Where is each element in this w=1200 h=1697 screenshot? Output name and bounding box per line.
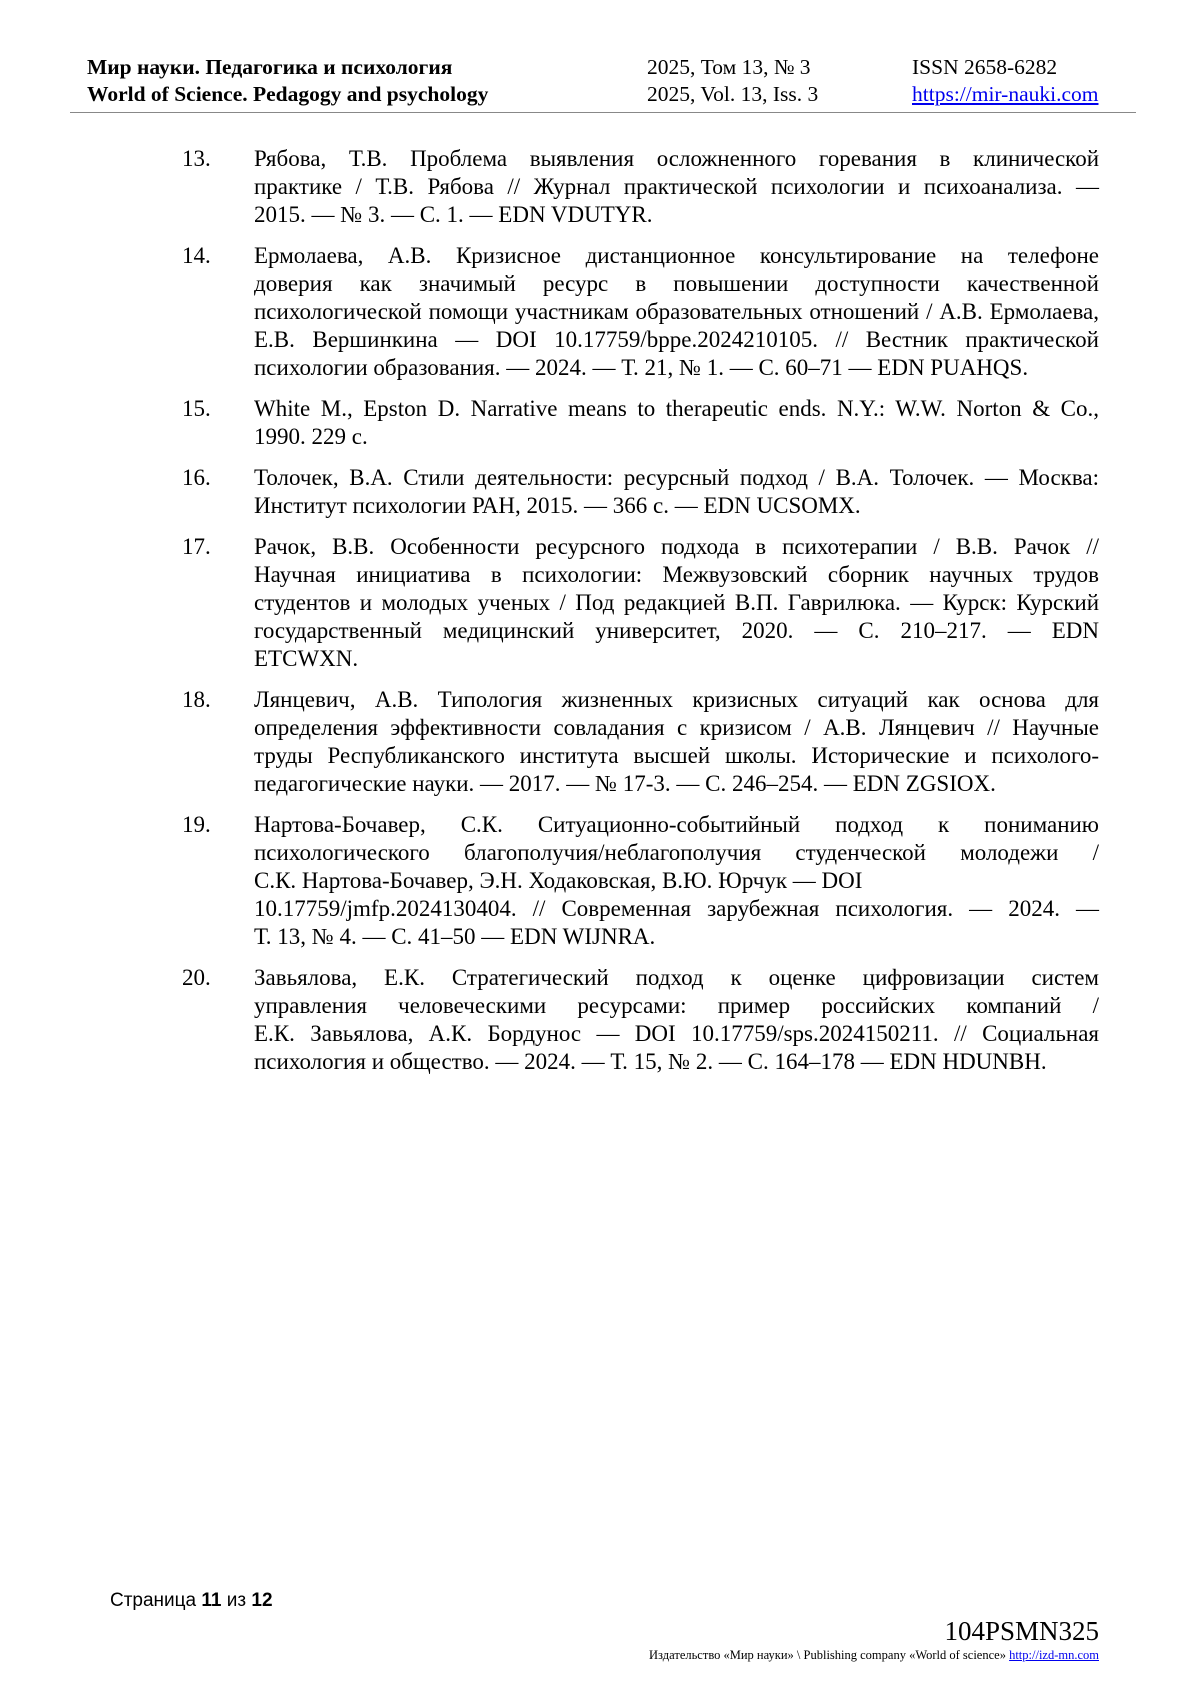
journal-title <box>87 54 488 108</box>
article-code: 104PSMN325 <box>944 1616 1099 1646</box>
page-total: 12 <box>251 1590 273 1611</box>
reference-line: Е.К. Завьялова, А.К. Бордунос — DOI 10.17759/sps.2024150211. // Социальная <box>254 1021 1099 1046</box>
reference-item <box>182 686 1099 798</box>
reference-line: доверия как значимый ресурс в повышении доступности качественной <box>254 271 1099 296</box>
reference-line: Т. 13, № 4. — С. 41–50 — EDN WIJNRA. <box>254 924 656 949</box>
reference-line: психология и общество. — 2024. — Т. 15, № 2. — С. 164–178 — EDN HDUNBH. <box>254 1049 1047 1074</box>
reference-item <box>182 464 1099 520</box>
reference-line: 10.17759/jmfp.2024130404. // Современная зарубежная психология. — 2024. — <box>254 896 1099 921</box>
publisher-name: Издательство «Мир науки» \ Publishing company «World of science» <box>649 1648 1006 1662</box>
reference-line: психологической помощи участникам образовательных отношений / А.В. Ермолаева, <box>254 299 1099 324</box>
page-counter <box>110 1590 273 1612</box>
journal-link[interactable]: https://mir-nauki.com <box>912 82 1099 106</box>
reference-line: White M., Epston D. Narrative means to therapeutic ends. N.Y.: W.W. Norton & Co., <box>254 396 1099 421</box>
page-label: Страница <box>110 1590 197 1611</box>
reference-line: педагогические науки. — 2017. — № 17-3. — С. 246–254. — EDN ZGSIOX. <box>254 771 996 796</box>
publisher-link[interactable]: http://izd-mn.com <box>1009 1648 1099 1662</box>
reference-line: ETCWXN. <box>254 646 359 671</box>
page-of: из <box>226 1590 247 1611</box>
reference-line: Научная инициатива в психологии: Межвузовский сборник научных трудов <box>254 562 1099 587</box>
reference-number: 15. <box>182 396 211 421</box>
reference-item <box>182 145 1099 229</box>
reference-line: определения эффективности совладания с кризисом / А.В. Лянцевич // Научные <box>254 715 1099 740</box>
reference-number: 20. <box>182 965 211 990</box>
reference-list <box>182 145 1099 1089</box>
reference-line: Завьялова, Е.К. Стратегический подход к оценке цифровизации систем <box>254 965 1099 990</box>
reference-item <box>182 964 1099 1076</box>
reference-line: психологии образования. — 2024. — Т. 21, № 1. — С. 60–71 — EDN PUAHQS. <box>254 355 1029 380</box>
issn-block <box>912 54 1098 108</box>
reference-line: Лянцевич, А.В. Типология жизненных кризисных ситуаций как основа для <box>254 687 1099 712</box>
reference-line: психологического благополучия/неблагополучия студенческой молодежи / <box>254 840 1099 865</box>
reference-line: Институт психологии РАН, 2015. — 366 с. — EDN UCSOMX. <box>254 493 861 518</box>
reference-line: 1990. 229 с. <box>254 424 368 449</box>
reference-number: 17. <box>182 534 211 559</box>
page-current: 11 <box>201 1590 222 1611</box>
reference-item <box>182 242 1099 382</box>
reference-line: 2015. — № 3. — С. 1. — EDN VDUTYR. <box>254 202 653 227</box>
reference-number: 14. <box>182 243 211 268</box>
reference-item <box>182 811 1099 951</box>
reference-line: Ермолаева, А.В. Кризисное дистанционное консультирование на телефоне <box>254 243 1099 268</box>
reference-number: 19. <box>182 812 211 837</box>
reference-line: С.К. Нартова-Бочавер, Э.Н. Ходаковская, В.Ю. Юрчук — DOI <box>254 868 863 893</box>
reference-line: практике / Т.В. Рябова // Журнал практической психологии и психоанализа. — <box>254 174 1099 199</box>
issue-info <box>647 54 818 108</box>
reference-item <box>182 395 1099 451</box>
issue-ru: 2025, Том 13, № 3 <box>647 55 811 79</box>
journal-title-ru: Мир науки. Педагогика и психология <box>87 55 453 79</box>
reference-line: Рачок, В.В. Особенности ресурсного подхода в психотерапии / В.В. Рачок // <box>254 534 1099 559</box>
issue-en: 2025, Vol. 13, Iss. 3 <box>647 82 819 106</box>
reference-item <box>182 533 1099 673</box>
reference-line: Е.В. Вершинкина — DOI 10.17759/bppe.2024210105. // Вестник практической <box>254 327 1099 352</box>
reference-number: 13. <box>182 146 211 171</box>
reference-line: студентов и молодых ученых / Под редакцией В.П. Гаврилюка. — Курск: Курский <box>254 590 1099 615</box>
reference-line: Нартова-Бочавер, С.К. Ситуационно-событийный подход к пониманию <box>254 812 1099 837</box>
journal-title-en: World of Science. Pedagogy and psychology <box>87 82 489 106</box>
reference-line: государственный медицинский университет, 2020. — С. 210–217. — EDN <box>254 618 1099 643</box>
reference-line: труды Республиканского института высшей школы. Исторические и психолого- <box>254 743 1099 768</box>
reference-line: Толочек, В.А. Стили деятельности: ресурсный подход / В.А. Толочек. — Москва: <box>254 465 1099 490</box>
reference-line: управления человеческими ресурсами: пример российских компаний / <box>254 993 1099 1018</box>
issn: ISSN 2658-6282 <box>912 55 1058 79</box>
header-divider <box>70 112 1136 113</box>
reference-line: Рябова, Т.В. Проблема выявления осложненного горевания в клинической <box>254 146 1099 171</box>
publisher-line <box>649 1648 1099 1663</box>
reference-number: 18. <box>182 687 211 712</box>
reference-number: 16. <box>182 465 211 490</box>
